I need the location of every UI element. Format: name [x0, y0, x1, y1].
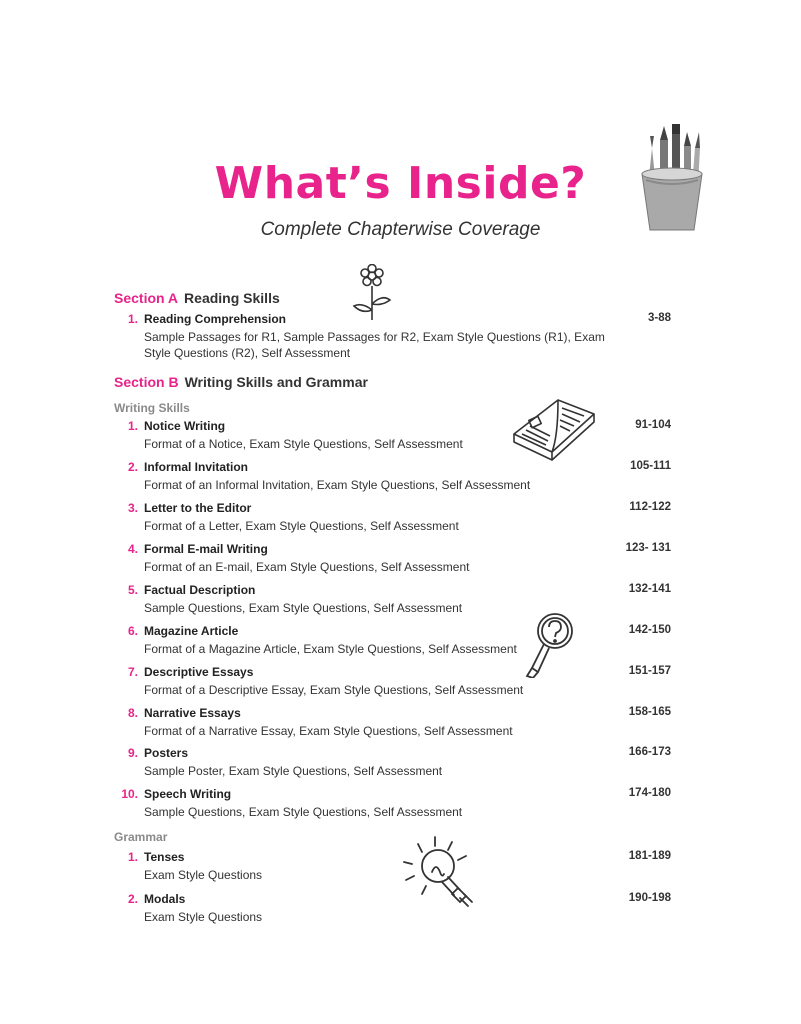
item-title: Descriptive Essays: [144, 665, 254, 679]
item-pages: 166-173: [628, 746, 671, 758]
item-title: Factual Description: [144, 583, 256, 597]
section-b-name: Writing Skills and Grammar: [184, 374, 368, 390]
item-number: 9.: [127, 746, 138, 760]
item-title: Narrative Essays: [144, 706, 241, 720]
section-a-name: Reading Skills: [184, 290, 280, 306]
item-number: 2.: [127, 892, 138, 906]
item-description: Format of a Letter, Exam Style Questions, Self Assessment: [144, 519, 459, 533]
item-number: 1.: [127, 312, 138, 326]
grammar-label: Grammar: [114, 830, 168, 844]
item-number: 2.: [127, 460, 138, 474]
item-pages: 142-150: [628, 624, 671, 636]
item-description: Format of an E-mail, Exam Style Questions, Self Assessment: [144, 560, 470, 574]
item-title: Magazine Article: [144, 624, 239, 638]
item-title: Tenses: [144, 850, 185, 864]
item-description: Format of an Informal Invitation, Exam Style Questions, Self Assessment: [144, 478, 531, 492]
item-number: 5.: [127, 583, 138, 597]
item-pages: 158-165: [628, 706, 671, 718]
item-number: 6.: [127, 624, 138, 638]
section-b-heading: [114, 374, 368, 390]
item-pages: 91-104: [635, 419, 671, 431]
item-number: 1.: [127, 850, 138, 864]
section-a-tag: Section A: [114, 290, 179, 306]
item-description: Format of a Narrative Essay, Exam Style Questions, Self Assessment: [144, 724, 513, 738]
item-title: Speech Writing: [144, 787, 232, 801]
item-number: 7.: [127, 665, 138, 679]
item-number: 4.: [127, 542, 138, 556]
item-pages: 112-122: [629, 501, 671, 513]
item-number: 1.: [127, 419, 138, 433]
section-a-heading: [114, 290, 280, 306]
flower-icon: [350, 264, 394, 322]
item-description: Format of a Descriptive Essay, Exam Style Questions, Self Assessment: [144, 683, 524, 697]
item-pages: 181-189: [628, 850, 671, 862]
item-title: Reading Comprehension: [144, 312, 287, 326]
item-title: Letter to the Editor: [144, 501, 252, 515]
item-description: Sample Questions, Exam Style Questions, Self Assessment: [144, 805, 463, 819]
item-description: Sample Poster, Exam Style Questions, Self Assessment: [144, 764, 443, 778]
item-title: Posters: [144, 746, 189, 760]
item-number: 8.: [127, 706, 138, 720]
item-title: Informal Invitation: [144, 460, 249, 474]
item-title: Notice Writing: [144, 419, 226, 433]
page-title: What’s Inside?: [214, 158, 587, 209]
item-title: Modals: [144, 892, 186, 906]
item-description: Format of a Magazine Article, Exam Style Questions, Self Assessment: [144, 642, 517, 656]
item-title: Formal E-mail Writing: [144, 542, 268, 556]
item-description: Format of a Notice, Exam Style Questions, Self Assessment: [144, 437, 463, 451]
item-pages: 3-88: [647, 312, 671, 324]
item-pages: 174-180: [628, 787, 671, 799]
section-b-tag: Section B: [114, 374, 179, 390]
item-pages: 151-157: [628, 665, 671, 677]
page-subtitle: Complete Chapterwise Coverage: [260, 219, 541, 240]
item-description: Exam Style Questions: [144, 868, 263, 882]
item-pages: 105-111: [630, 460, 671, 472]
item-pages: 132-141: [628, 583, 671, 595]
item-pages: 190-198: [628, 892, 671, 904]
item-description: Sample Passages for R1, Sample Passages for R2, Exam Style Questions (R1), Exam Style Questions (R2), Self Assessment: [144, 330, 605, 360]
item-number: 10.: [121, 787, 138, 801]
item-description: Sample Questions, Exam Style Questions, Self Assessment: [144, 601, 463, 615]
item-pages: 123- 131: [625, 542, 671, 554]
item-description: Exam Style Questions: [144, 910, 263, 924]
writing-skills-label: Writing Skills: [114, 401, 190, 415]
item-number: 3.: [127, 501, 138, 515]
